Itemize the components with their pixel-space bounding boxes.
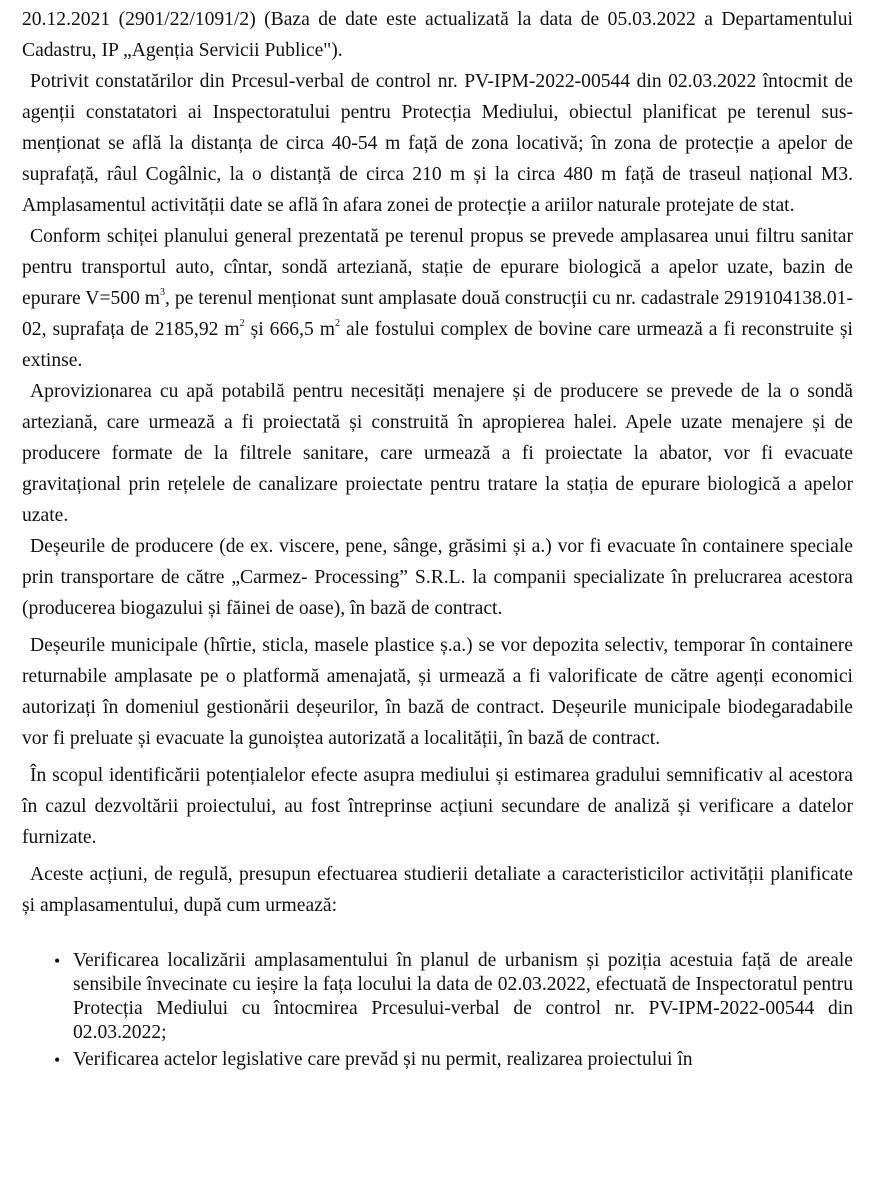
paragraph-production-waste: Deșeurile de producere (de ex. viscere, pene, sânge, grăsimi și a.) vor fi evacuate în containere speciale prin transportare de către „Carmez- Processing” S.R.L. la companii specializate în prelucrarea acestora (producerea biogazului și făinei de oase), în bază de contract.	[22, 536, 853, 619]
paragraph-control-findings: Potrivit constatărilor din Prcesul-verbal de control nr. PV-IPM-2022-00544 din 02.03.2022 întocmit de agenții constatatori ai Inspectoratului pentru Protecția Mediului, obiectul planificat pe terenul sus-menționat se află la distanța de circa 40-54 m față de zona locativă; în zona de protecție a apelor de suprafață, râul Cogâlnic, la o distanță de circa 210 m și la circa 480 m față de traseul național M3. Amplasamentul activității date se află în afara zonei de protecție a ariilor naturale protejate de stat.	[22, 71, 853, 216]
document-page	[22, 4, 853, 1075]
superscript-square-1: 2	[239, 318, 245, 329]
site-plan-text-4: ale fostului complex de bovine care urmează a fi reconstruite și extinse.	[22, 319, 853, 371]
list-item-text: Verificarea actelor legislative care prevăd și nu permit, realizarea proiectului în	[73, 1049, 693, 1070]
bullet-icon: •	[54, 1050, 61, 1070]
actions-bullet-list	[22, 949, 853, 1072]
superscript-square-2: 2	[334, 318, 340, 329]
paragraph-intro-continuation: 20.12.2021 (2901/22/1091/2) (Baza de date este actualizată la data de 05.03.2022 a Departamentului Cadastru, IP „Agenția Servicii Publice").	[22, 9, 853, 61]
site-plan-text-1: Conform schiței planului general prezentată pe terenul propus se prevede amplasarea unui filtru sanitar pentru transportul auto, cîntar, sondă arteziană, stație de epurare biologică a apelor uzate, bazin de epurare V=500 m	[22, 226, 853, 309]
site-plan-text-3: și 666,5 m	[244, 319, 335, 340]
site-plan-text-2: , pe terenul menționat sunt amplasate două construcții cu nr. cadastrale 2919104138.01-02, suprafața de 2185,92 m	[22, 288, 853, 340]
superscript-cubic: 3	[160, 287, 166, 298]
paragraph-site-plan	[22, 221, 853, 376]
list-item-text: Verificarea localizării amplasamentului în planul de urbanism și poziția acestuia față de areale sensibile învecinate cu ieșire la fața locului la data de 02.03.2022, efectuată de Inspectoratul pentru Protecția Mediului cu întocmirea Prcesului-verbal de control nr. PV-IPM-2022-00544 din 02.03.2022;	[73, 950, 853, 1043]
list-item	[22, 949, 853, 1045]
paragraph-municipal-waste: Deșeurile municipale (hîrtie, sticla, masele plastice ș.a.) se vor depozita selectiv, temporar în containere returnabile amplasate pe o platformă amenajată, și urmează a fi valorificate de către agenți economici autorizați în domeniul gestionării deșeurilor, în bază de contract. Deșeurile municipale biodegaradabile vor fi preluate și evacuate la gunoiștea autorizată a localității, în bază de contract.	[22, 635, 853, 749]
paragraph-water-supply: Aprovizionarea cu apă potabilă pentru necesități menajere și de producere se prevede de la o sondă arteziană, care urmează a fi proiectată și construită în apropierea halei. Apele uzate menajere și de producere formate de la filtrele sanitare, care urmează a fi proiectate la abator, vor fi evacuate gravitațional prin rețelele de canalizare proiectate pentru tratare la stația de epurare biologică a apelor uzate.	[22, 381, 853, 526]
paragraph-impact-assessment: În scopul identificării potențialelor efecte asupra mediului și estimarea gradului semnificativ al acestora în cazul dezvoltării proiectului, au fost întreprinse acțiuni secundare de analiză și verificare a datelor furnizate.	[22, 765, 853, 848]
paragraph-actions-intro: Aceste acțiuni, de regulă, presupun efectuarea studierii detaliate a caracteristicilor activității planificate și amplasamentului, după cum urmează:	[22, 864, 853, 916]
bullet-icon: •	[54, 951, 61, 971]
list-item	[22, 1048, 853, 1072]
